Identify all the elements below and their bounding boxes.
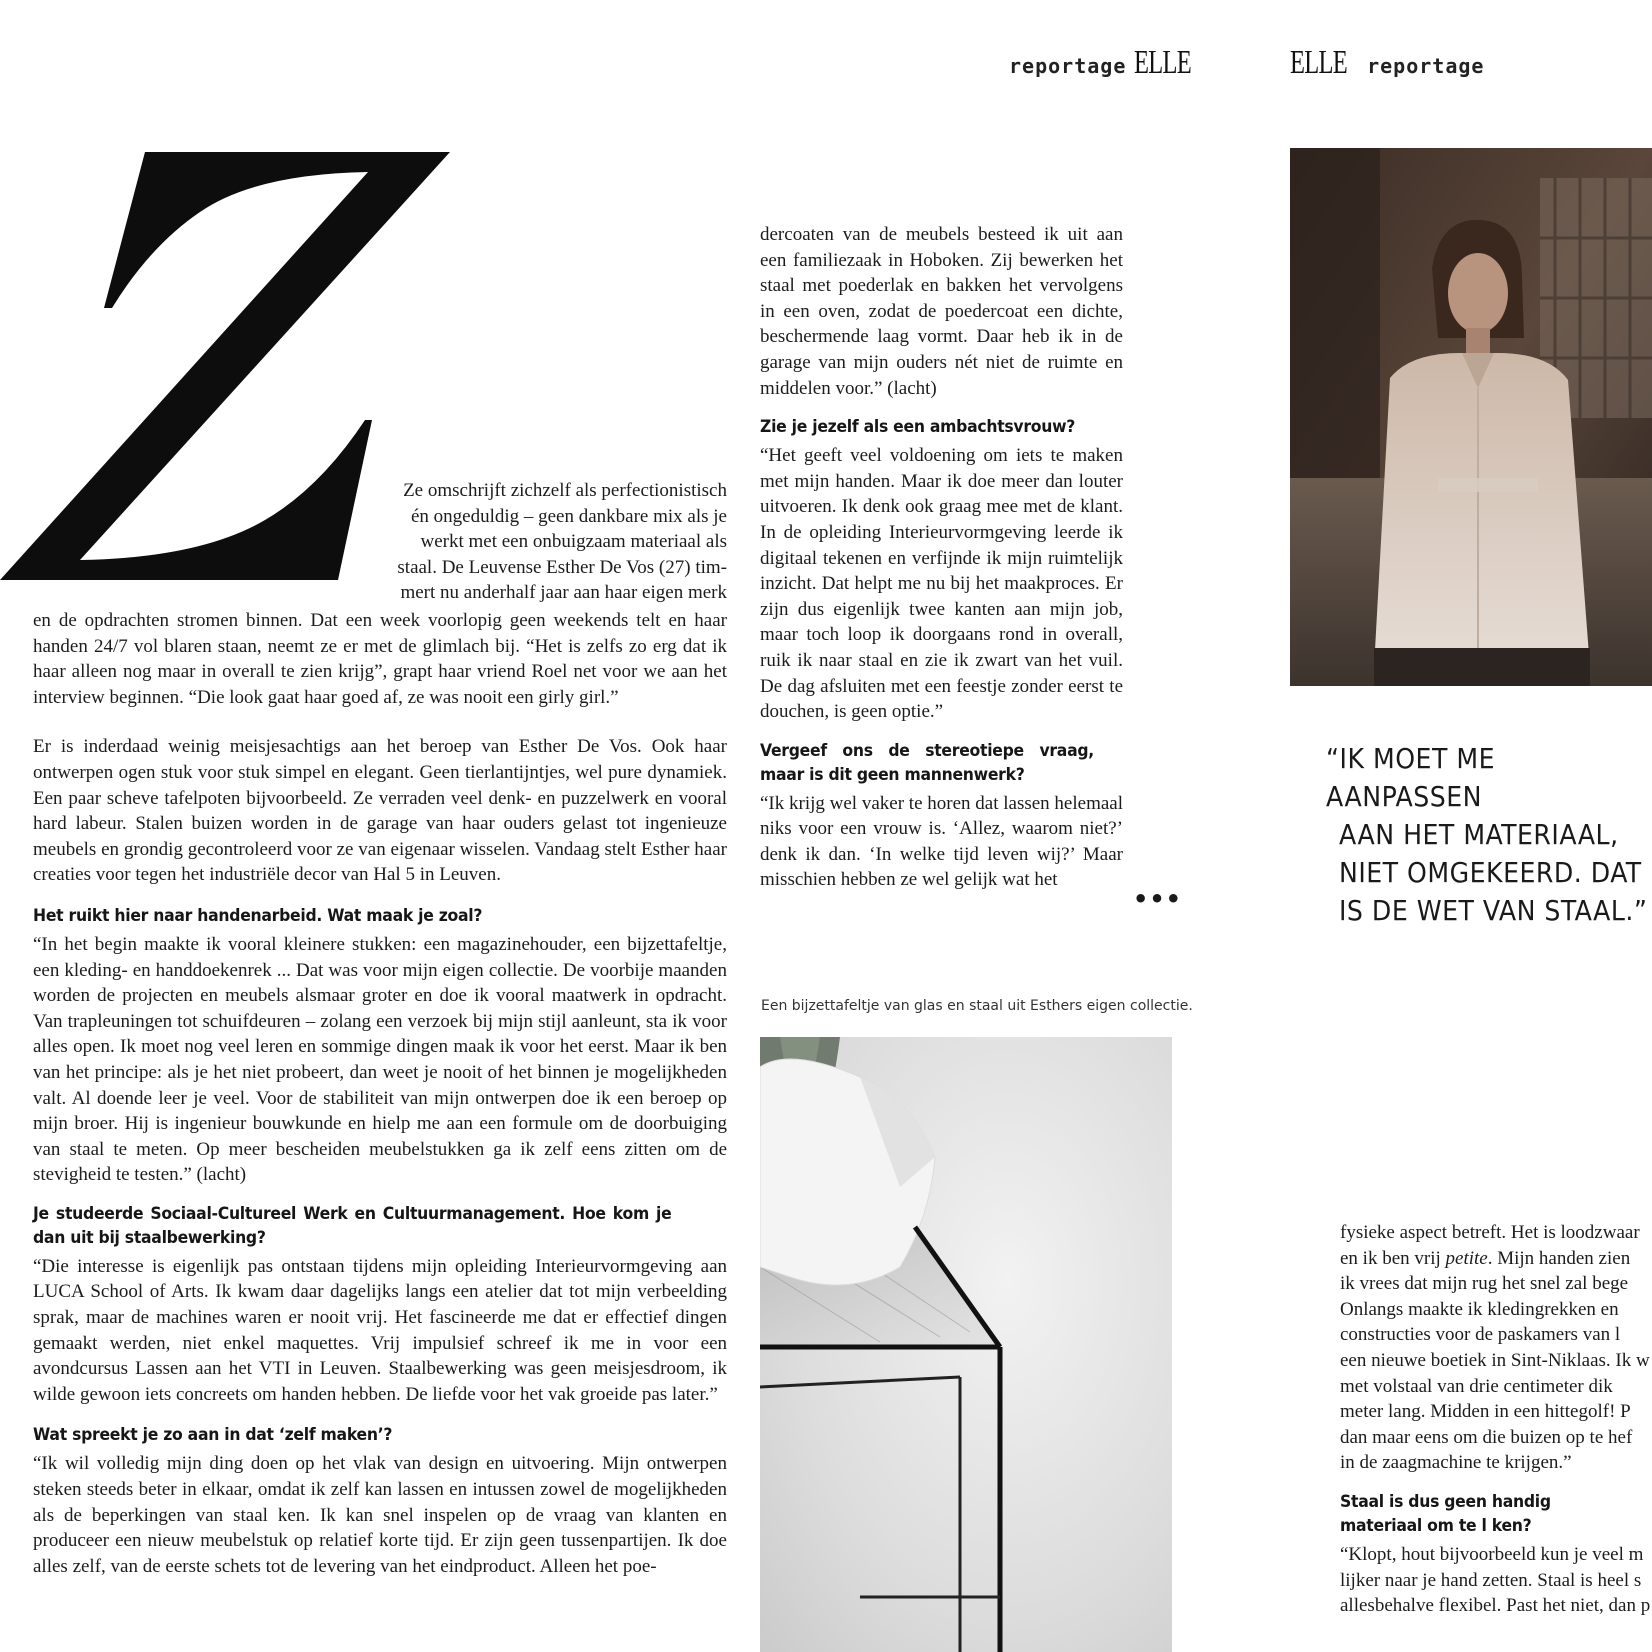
portrait-photo: [1290, 148, 1652, 686]
table-photo: [760, 1037, 1172, 1652]
text-line: lijker naar je hand zetten. Staal is heel s: [1340, 1569, 1642, 1591]
lead-line: werkt met een onbuigzaam materiaal als: [420, 531, 727, 553]
running-header-left: [1009, 44, 1213, 82]
interview-answer: “Die interesse is eigenlijk pas ontstaan tijdens mijn opleiding Interieurvormgeving aan LUCA School of Arts. Ik kwam daar dagelijks langs een atelier dat tot mijn verbeelding sprak, maar de machines waren er nooit vrij. Het fascineerde me dat er effectief dingen gemaakt werden, niet enkel maquettes. Vrij impulsief schreef ik me in voor een avondcursus Lassen aan het VTI in Leuven. Staalbewerking was geen meisjesdroom, ik wilde gewoon iets concreets om handen hebben. De liefde voor het vak groeide pas later.”: [33, 1255, 727, 1405]
text-line: fysieke aspect betreft. Het is loodzwaar: [1340, 1222, 1640, 1243]
text-line: en ik ben vrij petite. Mijn handen zien: [1340, 1247, 1631, 1269]
text-line: “Klopt, hout bijvoorbeeld kun je veel m: [1340, 1543, 1644, 1565]
interview-answer: “Het geeft veel voldoening om iets te maken met mijn handen. Maar ik doe meer dan louter uitvoeren. Ik denk ook graag mee met de klant. In de opleiding Interieurvormgeving leerde ik digitaal tekenen en verfijnde ik mijn ruimtelijk inzicht. Dat helpt me nu bij het maakproces. Er zijn dus eigenlijk twee kanten aan mijn job, maar toch loop ik doorgaans rond in overall, ruik ik naar staal en zie ik zwart van het vuil. De dag afsluiten met een feestje zonder eerst te douchen, is geen optie.”: [760, 445, 1123, 723]
section-label: reportage: [1009, 54, 1127, 78]
paragraph: Er is inderdaad weinig meisjesachtigs aan het beroep van Esther De Vos. Ook haar ontwerpen ogen stuk voor stuk simpel en elegant. Geen tierlantijntjes, wel pure dynamiek. Een paar scheve tafelpoten bijvoorbeeld. Ze verraden veel denk- en puzzelwerk en vooral hard labeur. Stalen buizen worden in de garage van haar ouders gelast tot ingenieuze meubels en grondig gecontroleerd voor ze van eigenaar wisselen. Vandaag stelt Esther haar creaties voor tegen het industriële decor van Hal 5 in Leuven.: [33, 736, 727, 886]
paragraph: dercoaten van de meubels besteed ik uit aan een familiezaak in Hoboken. Zij bewerken het staal met poederlak en bakken het vervolgens in een oven, zodat de poedercoat een dichte, beschermende laag vormt. Daar heb ik in de garage van mijn ouders nét niet de ruimte en middelen voor.” (lacht): [760, 224, 1123, 399]
interview-question: Wat spreekt je zo aan in dat ‘zelf maken’?: [33, 1425, 393, 1446]
interview-answer: “In het begin maakte ik vooral kleinere stukken: een magazinehouder, een bijzettafeltje, een kleding- en handdoekenrek ... Dat was voor mijn eigen collectie. De voorbije maanden worden de projecten en meubels alsmaar groter en doe ik vooral maatwerk in opdracht. Van trapleuningen tot schuifdeuren – zolang een verzoek bij mijn stijl aanleunt, sta ik voor alles open. Ik moet nog veel leren en sommige dingen maak ik voor het eerst. Maar ik ben van het principe: als je het niet probeert, dan weet je nooit of het binnen je mogelijkheden valt. Al doende leer je veel. Voor de stabiliteit van mijn ontwerpen doe ik een beroep op mijn broer. Hij is ingenieur bouwkunde en hielp me aan een formule om de doorbuiging van staal te meten. Op meer bescheiden meubelstukken ga ik zelf eens zitten om de stevigheid te testen.” (lacht): [33, 933, 727, 1186]
photo-caption: Een bijzettafeltje van glas en staal uit Esthers eigen collectie.: [761, 998, 1193, 1014]
text-line: constructies voor de paskamers van l: [1340, 1324, 1621, 1346]
text-line: ik vrees dat mijn rug het snel zal bege: [1340, 1273, 1629, 1295]
lead-line: mert nu anderhalf jaar aan haar eigen merk: [400, 582, 727, 604]
pull-quote-line: “IK MOET ME AANPASSEN: [1326, 742, 1495, 813]
section-label: reportage: [1367, 54, 1485, 78]
interview-question: Zie je jezelf als een ambachtsvrouw?: [760, 417, 1076, 438]
interview-question: Het ruikt hier naar handenarbeid. Wat maak je zoal?: [33, 905, 483, 926]
lead-line: Ze omschrijft zichzelf als perfectionistisch: [403, 480, 727, 501]
interview-answer: “Ik wil volledig mijn ding doen op het vlak van design en uitvoering. Mijn ontwerpen steken steeds beter in elkaar, omdat ik zelf kan lassen en intussen zowel de mogelijkheden als de beperkingen van staal ken. Ik kan snel inspelen op de vraag van klanten en produceer een nieuw meubelstuk op relatief korte tijd. Er zijn geen tussenpartijen. Ik doe alles zelf, van de eerste schets tot de levering van het eindproduct. Alleen het poe-: [33, 1453, 727, 1577]
interview-question: Vergeef ons de stereotiepe vraag, maar is dit geen mannenwerk?: [760, 740, 1094, 785]
lead-line: én ongeduldig – geen dankbare mix als je: [410, 505, 727, 527]
text-line: dan maar eens om die buizen op te hef: [1340, 1426, 1633, 1448]
text-line: in de zaagmachine te krijgen.”: [1340, 1452, 1572, 1474]
text-line: met volstaal van drie centimeter dik: [1340, 1375, 1613, 1397]
magazine-logo: ELLE: [1134, 44, 1192, 81]
text-line: een nieuwe boetiek in Sint-Niklaas. Ik w: [1340, 1349, 1650, 1371]
paragraph: en de opdrachten stromen binnen. Dat een week voorlopig geen weekends telt en haar handen 24/7 vol blaren staan, neemt ze er met de glimlach bij. “Het is zelfs zo erg dat ik haar alleen nog maar in overall te zien krijg”, grapt haar vriend Roel net voor we aan het interview beginnen. “Die look gaat haar goed af, ze was nooit een girly girl.”: [33, 610, 727, 708]
running-header-right: [1290, 44, 1484, 82]
interview-answer: “Ik krijg wel vaker te horen dat lassen helemaal niks voor een vrouw is. ‘Allez, waarom niet?’ denk ik dan. ‘In welke tijd leven wij?’ Maar misschien hebben ze wel gelijk wat het: [760, 792, 1123, 891]
article-column-2: [760, 222, 1123, 893]
pull-quote: [1326, 740, 1652, 930]
lead-paragraph: [372, 478, 727, 606]
text-line: Onlangs maakte ik kledingrekken en: [1340, 1298, 1619, 1320]
text-line: meter lang. Midden in een hittegolf! P: [1340, 1401, 1631, 1423]
magazine-logo: ELLE: [1290, 44, 1347, 81]
article-column-3: [1340, 1220, 1652, 1619]
text-line: allesbehalve flexibel. Past het niet, dan p: [1340, 1595, 1651, 1617]
interview-question: Staal is dus geen handig materiaal om te l ken?: [1340, 1491, 1551, 1536]
article-column-1: [33, 608, 727, 1579]
pull-quote-line: IS DE WET VAN STAAL.”: [1339, 894, 1648, 927]
pull-quote-line: AAN HET MATERIAAL,: [1339, 818, 1619, 851]
continue-mark: •••: [1133, 885, 1183, 913]
pull-quote-line: NIET OMGEKEERD. DAT: [1339, 856, 1642, 889]
lead-line: staal. De Leuvense Esther De Vos (27) tim-: [397, 556, 727, 578]
interview-question: Je studeerde Sociaal-Cultureel Werk en Cultuurmanagement. Hoe kom je dan uit bij staalbewerking?: [33, 1203, 672, 1248]
